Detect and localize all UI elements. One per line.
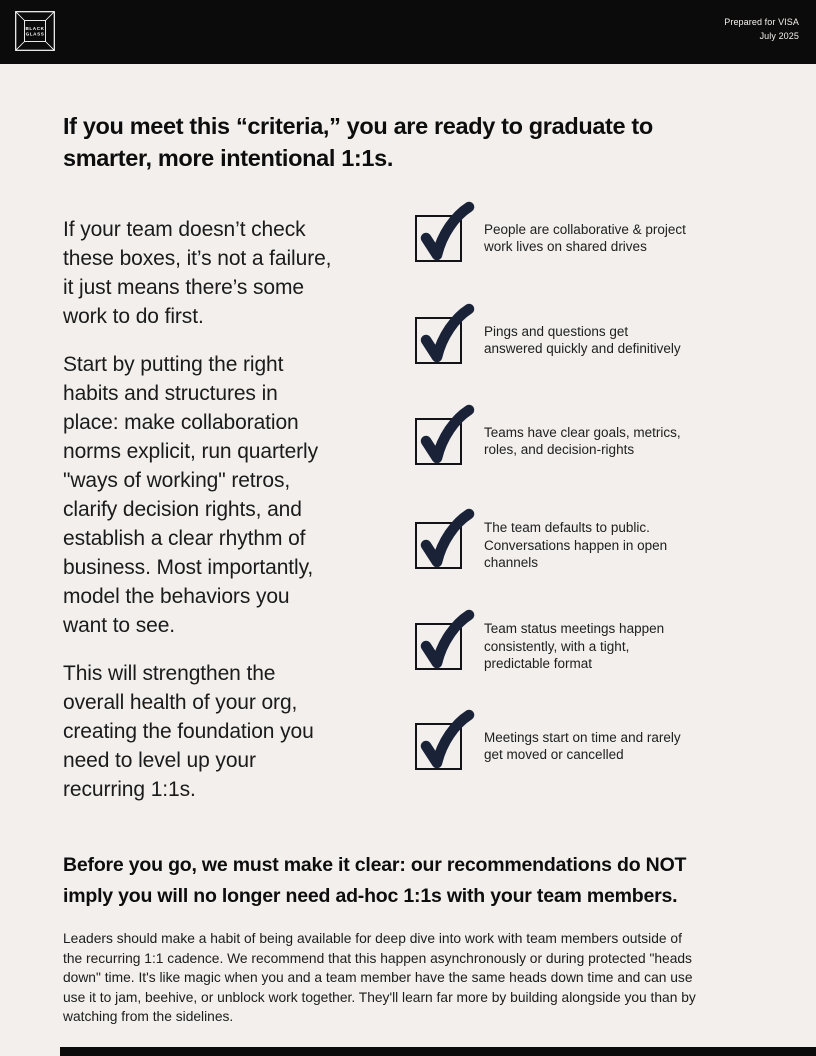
checkbox-checked	[415, 522, 462, 569]
checkmark-icon	[416, 708, 474, 772]
checkmark-icon	[416, 608, 474, 672]
logo-text-line1: BLACK	[25, 25, 45, 31]
footer-bar	[60, 1047, 816, 1056]
checklist-item-label: Team status meetings happen consistently, with a tight, predictable format	[484, 621, 665, 671]
checkbox-checked	[415, 215, 462, 262]
checkmark-icon	[416, 507, 474, 571]
intro-paragraph-3: This will strengthen the overall health of your org, creating the foundation you need to level up your recurring 1:1s.	[63, 662, 314, 801]
intro-column	[63, 215, 403, 823]
closing-paragraph: Leaders should make a habit of being available for deep dive into work with team members outside of the recurring 1:1 cadence. We recommend that this happen asynchronously or during protected "heads down" time. It's like magic when you and a team member have the same heads down time and can use use it to jam, beehive, or unblock work together. They'll learn far more by building alongside you than by watching from the sidelines.	[63, 931, 696, 1024]
checklist-item	[415, 316, 765, 364]
checklist-item-label: Teams have clear goals, metrics, roles, and decision-rights	[484, 424, 681, 457]
date-text: July 2025	[759, 30, 799, 41]
checklist-item	[415, 620, 765, 673]
checklist-item-label: People are collaborative & project work lives on shared drives	[484, 221, 686, 254]
checklist-item-label: Pings and questions get answered quickly and definitively	[484, 323, 681, 356]
checkbox-checked	[415, 418, 462, 465]
checklist-item-label: Meetings start on time and rarely get moved or cancelled	[484, 729, 681, 762]
checkbox-checked	[415, 623, 462, 670]
closing-heading: Before you go, we must make it clear: our recommendations do NOT imply you will no longer need ad-hoc 1:1s with your team members.	[63, 854, 687, 907]
intro-paragraph-2: Start by putting the right habits and structures in place: make collaboration norms explicit, run quarterly "ways of working" retros, clarify decision rights, and establish a clear rhythm of business. Most importantly, model the behaviors you want to see.	[63, 353, 319, 637]
checkbox-checked	[415, 723, 462, 770]
header-band	[0, 0, 816, 64]
header-meta	[724, 16, 799, 43]
checkmark-icon	[416, 200, 474, 264]
checkmark-icon	[416, 302, 474, 366]
checklist-item	[415, 722, 765, 770]
checkbox-checked	[415, 317, 462, 364]
prepared-for-text: Prepared for VISA	[724, 17, 799, 27]
checkmark-icon	[416, 403, 474, 467]
checklist-item	[415, 214, 765, 262]
logo-text-line2: GLASS	[25, 31, 45, 37]
checklist-item-label: The team defaults to public. Conversations happen in open channels	[484, 520, 668, 570]
checklist-item	[415, 519, 765, 572]
intro-paragraph-1: If your team doesn’t check these boxes, it’s not a failure, it just means there’s some work to do first.	[63, 218, 332, 328]
checklist-item	[415, 417, 765, 465]
page-title: If you meet this “criteria,” you are ready to graduate to smarter, more intentional 1:1s.	[63, 113, 653, 171]
blackglass-logo-icon	[15, 11, 55, 51]
